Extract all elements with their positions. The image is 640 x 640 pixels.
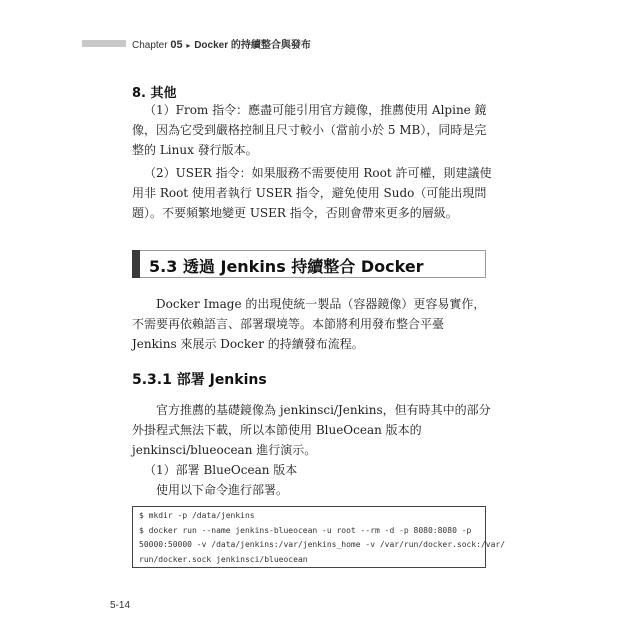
paragraph-from-instruction <box>132 100 492 160</box>
para-user-text: （2）USER 指令：如果服務不需要使用 Root 許可權，則建議使用非 Root 使用者執行 USER 指令，避免使用 Sudo（可能出現問題）。不要頻繁地變更 USER 指令，否則會帶來更多的層級。 <box>132 166 492 220</box>
chapter-label: Chapter <box>132 40 168 51</box>
code-line: $ docker run --name jenkins-blueocean -u root --rm -d -p 8080:8080 -p <box>139 525 472 535</box>
chapter-title: Docker 的持續整合與發布 <box>194 40 311 51</box>
code-line: $ mkdir -p /data/jenkins <box>139 511 255 520</box>
page-number: 5-14 <box>110 600 131 611</box>
section-intro-text: Docker Image 的出現使統一製品（容器鏡像）更容易實作，不需要再依賴語言、部署環境等。本節將利用發布整合平臺 Jenkins 來展示 Docker 的持續發布流程。 <box>132 297 486 351</box>
code-block <box>132 506 506 568</box>
header-decoration-bar <box>82 40 126 47</box>
code-line: run/docker.sock jenkinsci/blueocean <box>139 554 308 564</box>
triangle-right-icon: ▸ <box>186 41 191 50</box>
subheading-other: 8. 其他 <box>132 86 177 101</box>
step-heading <box>132 460 492 480</box>
section-heading-accent-bar <box>132 250 140 278</box>
paragraph-section-intro <box>132 294 492 354</box>
paragraph-user-instruction <box>132 163 492 223</box>
running-header <box>132 36 311 51</box>
paragraph-subsection-intro <box>132 400 492 460</box>
step-description <box>132 480 492 500</box>
step-heading-text: （1）部署 BlueOcean 版本 <box>144 463 298 477</box>
step-description-text: 使用以下命令進行部署。 <box>156 483 289 497</box>
subsection-intro-text: 官方推薦的基礎鏡像為 jenkinsci/Jenkins，但有時其中的部分外掛程式無法下載，所以本節使用 BlueOcean 版本的 jenkinsci/blueocean 進行演示。 <box>132 403 491 457</box>
section-heading-box <box>132 250 486 278</box>
section-title: 5.3 透過 Jenkins 持續整合 Docker <box>149 257 424 276</box>
para-from-text: （1）From 指令：應盡可能引用官方鏡像，推薦使用 Alpine 鏡像，因為它受到嚴格控制且尺寸較小（當前小於 5 MB），同時是完整的 Linux 發行版本。 <box>132 103 487 157</box>
chapter-number: 05 <box>170 39 183 51</box>
subsection-title: 5.3.1 部署 Jenkins <box>132 372 267 388</box>
code-line: 50000:50000 -v /data/jenkins:/var/jenkins_home -v /var/run/docker.sock:/var/ <box>139 540 506 549</box>
